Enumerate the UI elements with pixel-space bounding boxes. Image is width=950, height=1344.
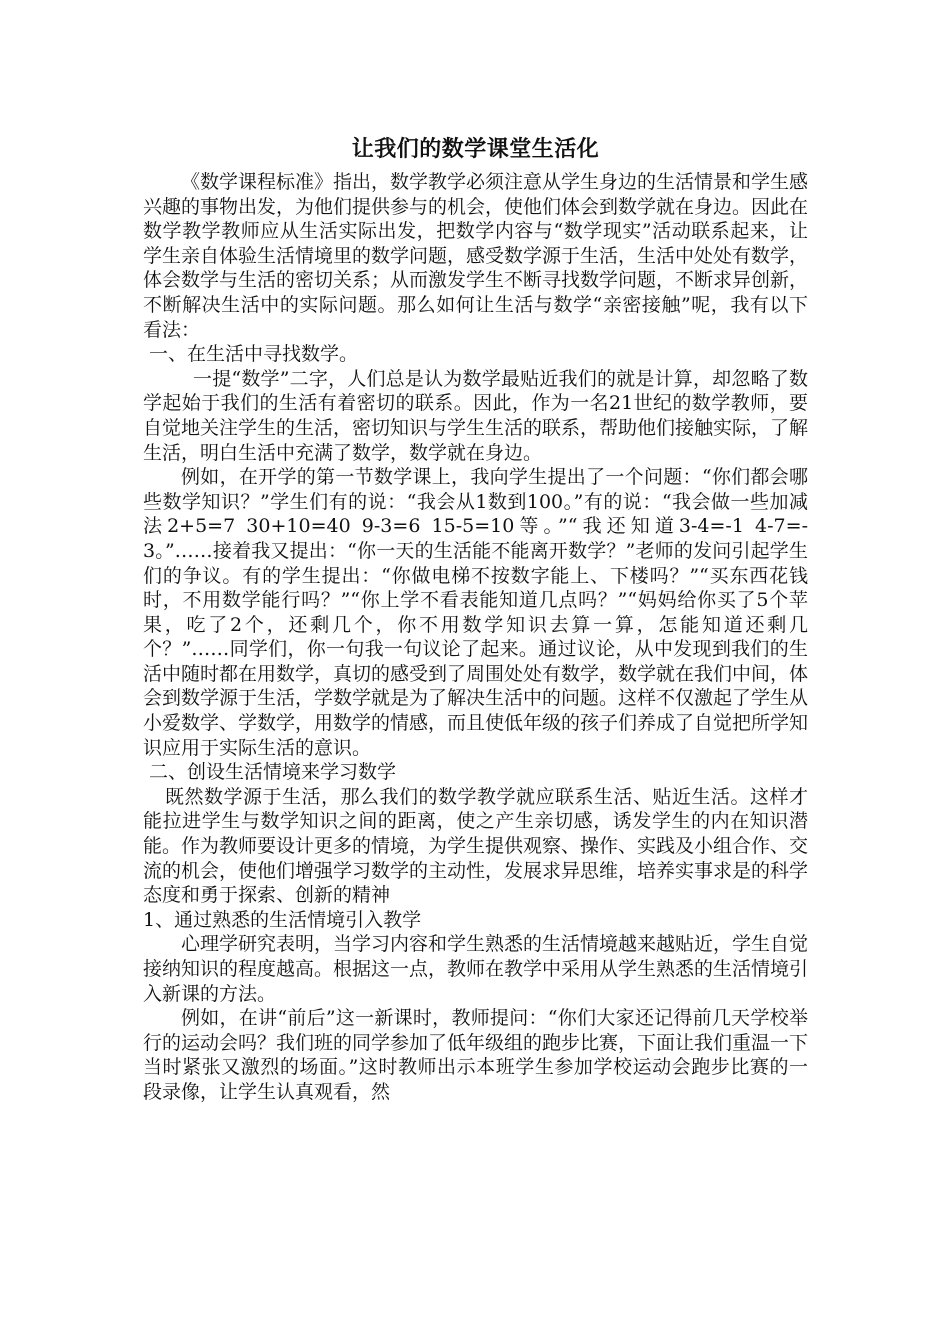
section-1-paragraph-1: 一提“数学”二字，人们总是认为数学最贴近我们的就是计算，却忽略了数学起始于我们的生活有着密切的联系。因此，作为一名21世纪的数学教师，要自觉地关注学生的生活，密切知识与学生生活的联系，帮助他们接触实际，了解生活，明白生活中充满了数学，数学就在身边。 — [143, 367, 809, 464]
document-body — [143, 132, 808, 1105]
section-1-paragraph-2: 例如，在开学的第一节数学课上，我向学生提出了一个问题：“你们都会哪些数学知识？”学生们有的说：“我会从1数到100。”有的说：“我会做一些加减法2+5=7 30+10=40 9-3=6 15-5=10等。”“我还知道3-4=-1 4-7=-3。”……接着我又提出：“你一天的生活能不能离开数学？”老师的发问引起学生们的争议。有的学生提出：“你做电梯不按数字能上、下楼吗？”“买东西花钱时，不用数学能行吗？”“你上学不看表能知道几点吗？”“妈妈给你买了5个苹果，吃了2个，还剩几个，你不用数学知识去算一算，怎能知道还剩几个？”……同学们，你一句我一句议论了起来。通过议论，从中发现到我们的生活中随时都在用数学，真切的感受到了周围处处有数学，数学就在我们中间，体会到数学源于生活，学数学就是为了解决生活中的问题。这样不仅激起了学生从小爱数学、学数学，用数学的情感，而且使低年级的孩子们养成了自觉把所学知识应用于实际生活的意识。 — [143, 466, 809, 759]
section-2-paragraph-1: 既然数学源于生活，那么我们的数学教学就应联系生活、贴近生活。这样才能拉进学生与数学知识之间的距离，使之产生亲切感，诱发学生的内在知识潜能。作为教师要设计更多的情境，为学生提供观察、操作、实践及小组合作、交流的机会，使他们增强学习数学的主动性，发展求异思维，培养实事求是的科学态度和勇于探索、创新的精神 — [143, 785, 809, 907]
section-2-heading: 二、创设生活情境来学习数学 — [149, 761, 397, 784]
section-1-heading: 一、在生活中寻找数学。 — [149, 343, 359, 366]
subsection-1-paragraph-2: 例如，在讲“前后”这一新课时，教师提问：“你们大家还记得前几天学校举行的运动会吗？我们班的同学参加了低年级组的跑步比赛，下面让我们重温一下当时紧张又激烈的场面。”这时教师出示本班学生参加学校运动会跑步比赛的一段录像，让学生认真观看，然 — [143, 1007, 809, 1103]
subsection-1-paragraph-1: 心理学研究表明，当学习内容和学生熟悉的生活情境越来越贴近，学生自觉接纳知识的程度越高。根据这一点，教师在教学中采用从学生熟悉的生活情境引入新课的方法。 — [143, 933, 809, 1005]
document-title: 让我们的数学课堂生活化 — [351, 136, 600, 162]
intro-paragraph: 《数学课程标准》指出，数学教学必须注意从学生身边的生活情景和学生感兴趣的事物出发，为他们提供参与的机会，使他们体会到数学就在身边。因此在数学教学教师应从生活实际出发，把数学内容与“数学现实”活动联系起来，让学生亲自体验生活情境里的数学问题，感受数学源于生活，生活中处处有数学，体会数学与生活的密切关系；从而激发学生不断寻找数学问题，不断求异创新，不断解决生活中的实际问题。那么如何让生活与数学“亲密接触”呢，我有以下看法： — [143, 171, 809, 341]
subsection-1-heading: 1、通过熟悉的生活情境引入教学 — [143, 908, 422, 931]
